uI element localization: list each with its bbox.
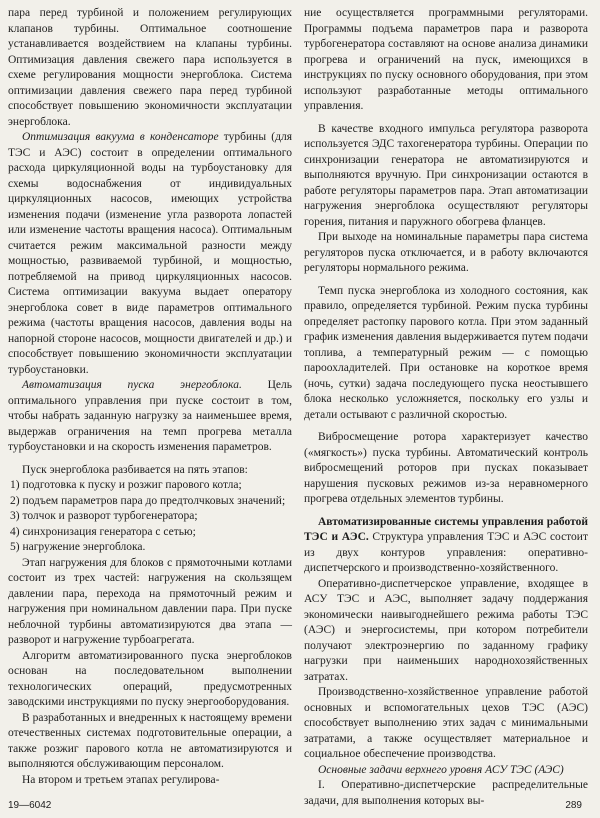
list-item: 2) подъем параметров пара до предтолчковых значений;	[10, 494, 286, 507]
right-column	[304, 6, 588, 809]
printer-signature: 19—6042	[8, 800, 52, 811]
paragraph: Темп пуска энергоблока из холодного состояния, как правило, определяется турбиной. Режим пуска турбины определяет растопку парового котла. При этом заданный график изменения давления выдерживается путем подачи топлива, а температурный режим — с помощью пароохладителей. При остановке на короткое время (ночь, сутки) задача последующего пуска неостывшего блока несколько усложняется, поскольку его узлы и детали остывают с различной скоростью.	[304, 284, 588, 421]
page-number: 289	[565, 800, 582, 811]
paragraph	[304, 763, 588, 779]
subheading: Основные задачи верхнего уровня АСУ ТЭС (АЭС)	[318, 763, 564, 776]
paragraph-text: Цель оптимального управления при пуске состоит в том, чтобы набрать заданную нагрузку за наименьшее время, выдержав ограничения на темп прогрева металла турбоустановки и на скорость изменения параметров.	[8, 379, 292, 453]
paragraph: ние осуществляется программными регуляторами. Программы подъема параметров пара и разворота турбогенератора составляют на основе анализа динамики прогрева и ограничений на пуск, имеющихся в инструкциях по пуску основного оборудования, при этом используют разработанные методы оптимального управления.	[304, 7, 588, 112]
paragraph	[8, 378, 292, 456]
paragraph: Производственно-хозяйственное управление работой основных и вспомогательных цехов ТЭС (АЭС) способствует выполнению этих задач с минимальными затратами, а также осуществляет материальное и социальное обеспечение производства.	[304, 686, 588, 760]
paragraph: Этап нагружения для блоков с прямоточными котлами состоит из трех частей: нагружения на скользящем давлении пара, перехода на прямоточный режим и нагружения при номинальном давлении пара. При пуске неблочной турбины автоматизируются два этапа — разворот и нагружение турбоагрегата.	[8, 556, 292, 646]
paragraph: На втором и третьем этапах регулирова-	[22, 773, 220, 786]
paragraph: Вибросмещение ротора характеризует качество («мягкость») пуска турбины. Автоматический контроль вибросмещений роторов при пусках показывает нарушения пусковых режимов из-за неравномерного прогрева отдельных элементов турбины.	[304, 431, 588, 505]
paragraph: Оперативно-диспетчерское управление, входящее в АСУ ТЭС и АЭС, выполняет задачу поддержания экономически наивыгоднейшего режима работы ТЭС (АЭС) и энергосистемы, при котором потребители получают электроэнергию по заданному графику нагрузки при наименьших народнохозяйственных затратах.	[304, 577, 588, 683]
paragraph: Алгоритм автоматизированного пуска энергоблоков основан на последовательном выполнении технологических операций, предусмотренных заводскими инструкциями по пуску энергооборудования.	[8, 649, 292, 708]
list-item: 4) синхронизация генератора с сетью;	[10, 525, 196, 538]
list-item: 5) нагружение энергоблока.	[10, 541, 146, 553]
section-heading: Автоматизированные системы управления работой ТЭС и АЭС.	[304, 515, 588, 543]
paragraph-text: Структура управления ТЭС и АЭС состоит из двух контуров управления: оперативно-диспетчерского и производственно-хозяйственного.	[304, 531, 588, 574]
list-item: 1) подготовка к пуску и розжиг парового котла;	[10, 479, 242, 491]
paragraph	[304, 515, 588, 577]
paragraph: В качестве входного импульса регулятора разворота используется ЭДС тахогенератора турбины. Операции по синхронизации генератора не автоматизируются и выполняются вручную. При синхронизации остаются в работе регуляторы параметров пара. Этап автоматизации нагружения энергоблока осуществляют регуляторы горения, питания и паружного обогрева фланцев.	[304, 122, 588, 228]
paragraph: Пуск энергоблока разбивается на пять этапов:	[22, 463, 248, 476]
paragraph-lead: Автоматизация пуска энергоблока.	[22, 379, 242, 391]
paragraph: I. Оперативно-диспетчерские распределительные задачи, для выполнения которых вы-	[304, 779, 588, 807]
list-item: 3) толчок и разворот турбогенератора;	[10, 510, 198, 522]
paragraph-text: турбины (для ТЭС и АЭС) состоит в определении оптимального расхода циркуляционной воды на турбоустановку для схемы водоснабжения от индивидуальных циркуляционных насосов, имеющих устройства изменения подачи (изменение угла разворота лопастей или изменение частоты вращения насоса). Оптимальным считается режим максимальной разности между мощностью, развиваемой турбиной, и мощностью, потребляемой на привод циркуляционных насосов. Система оптимизации вакуума выдает оператору энергоблока совет в виде параметров оптимального режима (частоты вращения насосов, давления воды на напорной стороне насосов, мощности двигателей и др.) и способствует повышению экономичности эксплуатации турбоустановки.	[8, 131, 292, 376]
paragraph	[8, 130, 292, 378]
paragraph: При выходе на номинальные параметры пара система регуляторов пуска отключается, и в работу включаются регуляторы нормального режима.	[304, 231, 588, 274]
paragraph-lead: Оптимизация вакуума в конденсаторе	[22, 131, 219, 143]
paragraph: В разработанных и внедренных к настоящему времени отечественных системах подготовительные операции, а также розжиг парового котла не автоматизируются и выполняются обслуживающим персоналом.	[8, 711, 292, 770]
left-column	[8, 6, 292, 788]
paragraph: пара перед турбиной и положением регулирующих клапанов турбины. Оптимальное соотношение устанавливается воздействием на клапаны турбины. Оптимизация давления свежего пара используется в схеме регулирования мощности энергоблока. Система оптимизации давления свежего пара перед турбиной способствует повышению экономичности эксплуатации энергоблока.	[8, 7, 292, 128]
